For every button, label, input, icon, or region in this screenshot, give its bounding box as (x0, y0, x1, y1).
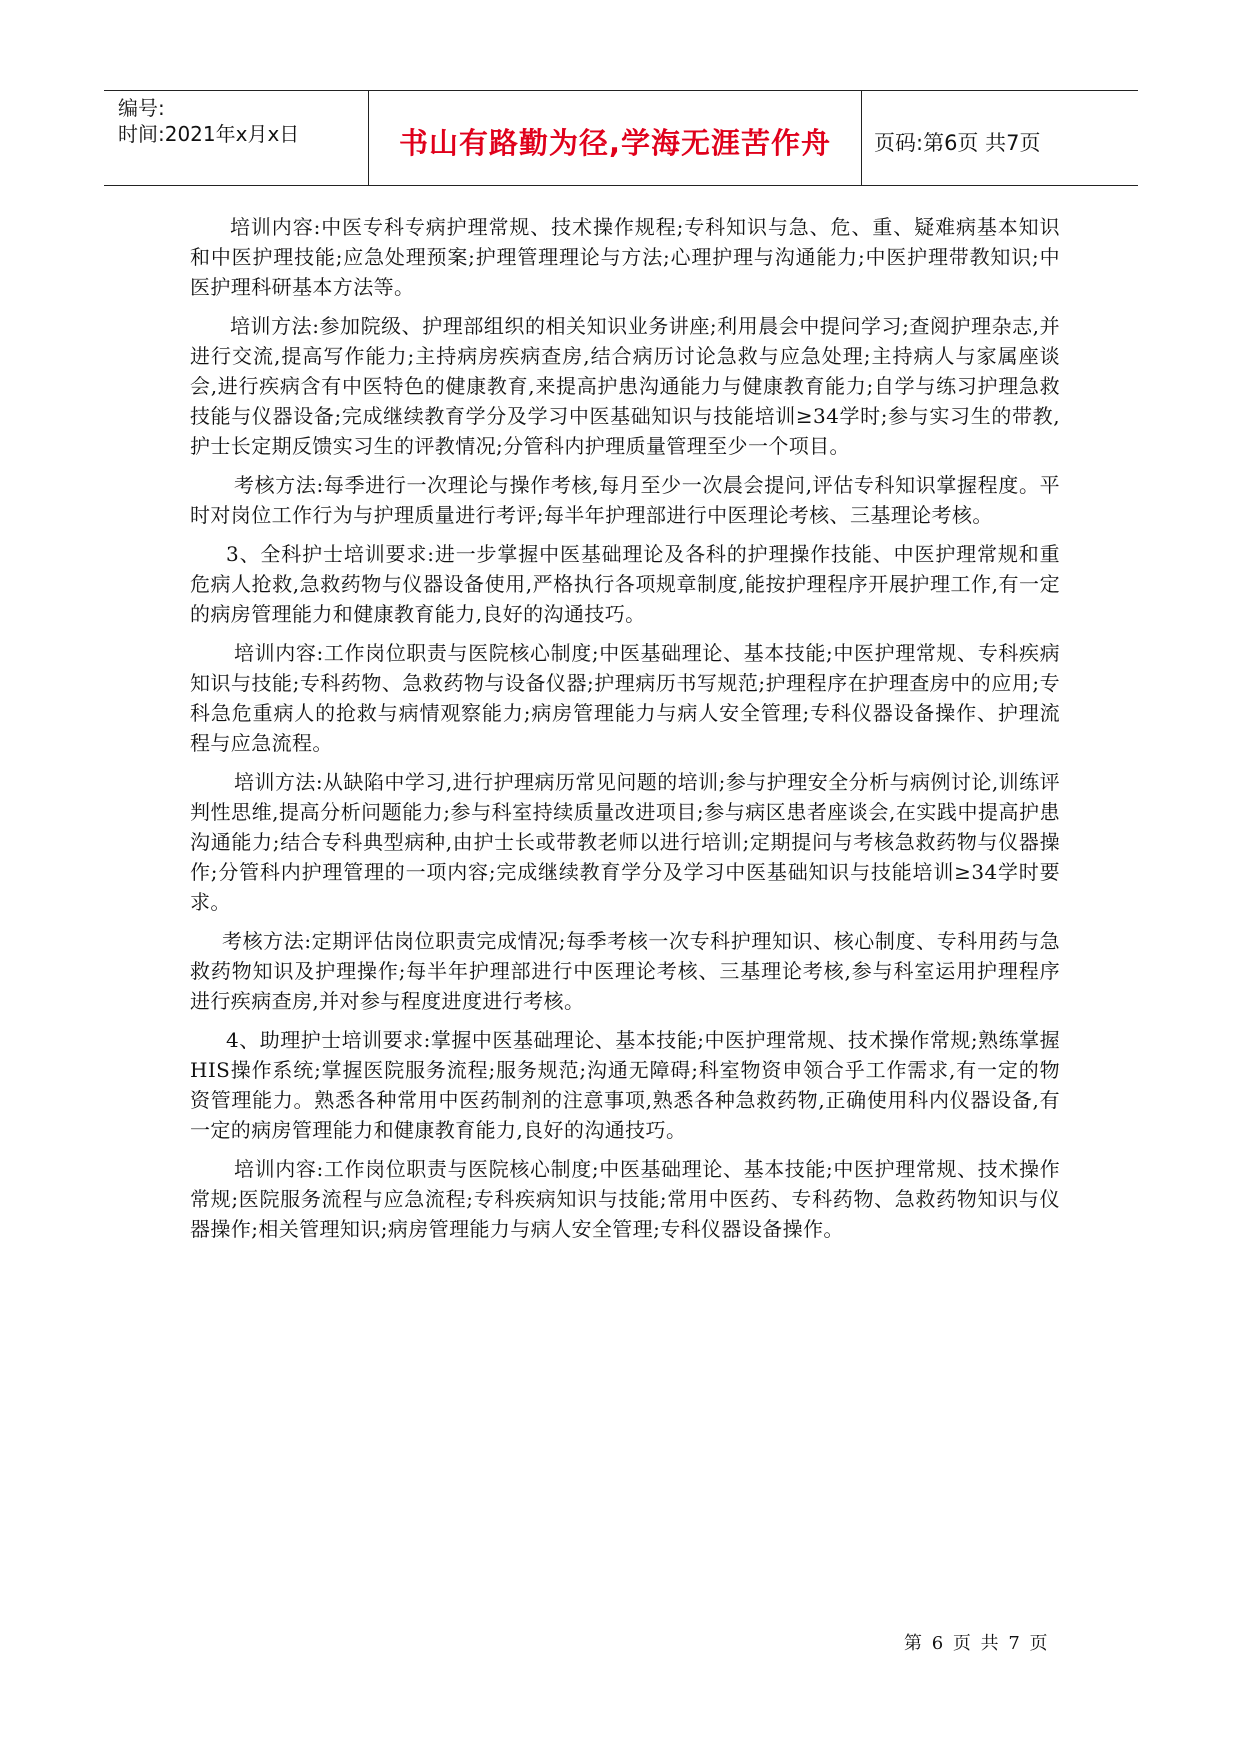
paragraph-assessment-method-specialist: 考核方法:每季进行一次理论与操作考核,每月至少一次晨会提问,评估专科知识掌握程度。平时对岗位工作行为与护理质量进行考评;每半年护理部进行中医理论考核、三基理论考核。 (190, 473, 1060, 527)
header-left-cell (104, 91, 369, 185)
paragraph-general-nurse-requirements: 3、全科护士培训要求:进一步掌握中医基础理论及各科的护理操作技能、中医护理常规和重危病人抢救,急救药物与仪器设备使用,严格执行各项规章制度,能按护理程序开展护理工作,有一定的病房管理能力和健康教育能力,良好的沟通技巧。 (190, 542, 1060, 626)
paragraph-assistant-nurse-requirements: 4、助理护士培训要求:掌握中医基础理论、基本技能;中医护理常规、技术操作常规;熟练掌握HIS操作系统;掌握医院服务流程;服务规范;沟通无障碍;科室物资申领合乎工作需求,有一定的物资管理能力。熟悉各种常用中医药制剂的注意事项,熟悉各种急救药物,正确使用科内仪器设备,有一定的病房管理能力和健康教育能力,良好的沟通技巧。 (190, 1028, 1060, 1142)
document-number-label: 编号: (118, 96, 165, 120)
paragraph-training-method-specialist: 培训方法:参加院级、护理部组织的相关知识业务讲座;利用晨会中提问学习;查阅护理杂志,并进行交流,提高写作能力;主持病房疾病查房,结合病历讨论急救与应急处理;主持病人与家属座谈会,进行疾病含有中医特色的健康教育,来提高护患沟通能力与健康教育能力;自学与练习护理急救技能与仪器设备;完成继续教育学分及学习中医基础知识与技能培训≥34学时;参与实习生的带教,护士长定期反馈实习生的评教情况;分管科内护理质量管理至少一个项目。 (190, 314, 1060, 458)
paragraph-training-method-general: 培训方法:从缺陷中学习,进行护理病历常见问题的培训;参与护理安全分析与病例讨论,训练评判性思维,提高分析问题能力;参与科室持续质量改进项目;参与病区患者座谈会,在实践中提高护患沟通能力;结合专科典型病种,由护士长或带教老师以进行培训;定期提问与考核急救药物与仪器操作;分管科内护理管理的一项内容;完成继续教育学分及学习中医基础知识与技能培训≥34学时要求。 (190, 770, 1060, 914)
header-motto-cell (369, 91, 862, 185)
paragraph-assessment-method-general: 考核方法:定期评估岗位职责完成情况;每季考核一次专科护理知识、核心制度、专科用药与急救药物知识及护理操作;每半年护理部进行中医理论考核、三基理论考核,参与科室运用护理程序进行疾病查房,并对参与程度进度进行考核。 (190, 929, 1060, 1013)
page-footer: 第 6 页 共 7 页 (904, 1633, 1050, 1654)
document-body (190, 212, 1060, 1253)
header-motto: 书山有路勤为径,学海无涯苦作舟 (398, 125, 832, 160)
header-page-code: 页码:第6页 共7页 (874, 131, 1041, 155)
paragraph-training-content-general: 培训内容:工作岗位职责与医院核心制度;中医基础理论、基本技能;中医护理常规、专科疾病知识与技能;专科药物、急救药物与设备仪器;护理病历书写规范;护理程序在护理查房中的应用;专科急危重病人的抢救与病情观察能力;病房管理能力与病人安全管理;专科仪器设备操作、护理流程与应急流程。 (190, 641, 1060, 755)
paragraph-training-content-assistant: 培训内容:工作岗位职责与医院核心制度;中医基础理论、基本技能;中医护理常规、技术操作常规;医院服务流程与应急流程;专科疾病知识与技能;常用中医药、专科药物、急救药物知识与仪器操作;相关管理知识;病房管理能力与病人安全管理;专科仪器设备操作。 (190, 1157, 1060, 1241)
page-header (104, 90, 1138, 186)
document-time-label: 时间:2021年x月x日 (118, 122, 300, 146)
paragraph-training-content-specialist: 培训内容:中医专科专病护理常规、技术操作规程;专科知识与急、危、重、疑难病基本知识和中医护理技能;应急处理预案;护理管理理论与方法;心理护理与沟通能力;中医护理带教知识;中医护理科研基本方法等。 (190, 215, 1060, 299)
header-page-cell (862, 95, 1138, 189)
